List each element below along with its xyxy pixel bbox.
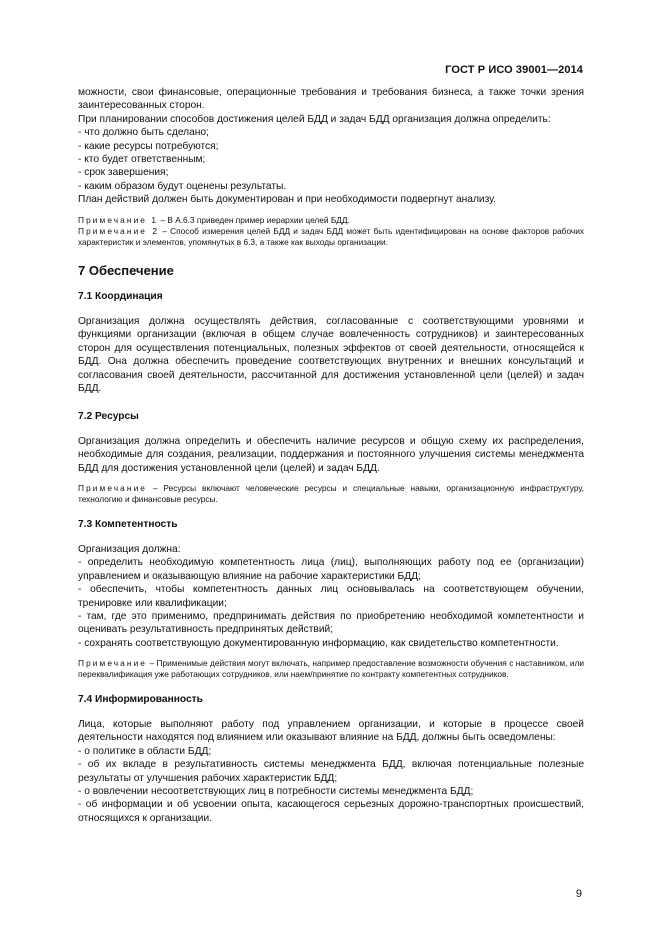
awareness-list-item: - о политике в области БДД; [78,745,212,757]
page-body [78,86,584,825]
note-label: Примечание [78,658,148,669]
competence-list-item: - определить необходимую компетентность лица (лиц), выполняющих работу под ее (организации) управлением и оказывающую влияние на рабочие характеристики БДД; [78,557,584,582]
planning-list-item: - что должно быть сделано; [78,127,209,139]
section-7-2-note [78,483,584,505]
section-7-1-paragraph: Организация должна осуществлять действия, согласованные с соответствующими уровнями и функциями организации (включая в общем случае вовлеченность сотрудников) и заинтересованных сторон для осуществления потенциальных, полезных эффектов от своей деятельности, относящейся к БДД. Она должна обеспечить проведение соответствующих внутренних и внешних консультаций и согласования своей деятельности, рассчитанной для достижения установленной цели (целей) и задач БДД. [78,316,584,395]
section-7-heading: 7 Обеспечение [78,263,174,279]
action-plan-paragraph: План действий должен быть документирован и при необходимости подвергнут анализу. [78,194,497,206]
planning-list-item: - каким образом будут оценены результаты. [78,180,287,192]
competence-list-item: - там, где это применимо, предпринимать действия по приобретению необходимой компетентности и оценивать результативность предпринятых действий; [78,610,584,636]
section-7-3-lead: Организация должна: [78,543,181,555]
planning-list-item: - срок завершения; [78,167,169,179]
note-text: – В А.6.3 приведен пример иерархии целей БДД. [158,214,350,225]
competence-list-item: - сохранять соответствующую документированную информацию, как свидетельство компетентности. [78,637,559,649]
document-code-header: ГОСТ Р ИСО 39001—2014 [445,64,583,76]
note-2 [78,226,584,248]
awareness-list-item: - о вовлечении несоответствующих лиц в потребности системы менеджмента БДД; [78,786,474,798]
section-7-1-heading: 7.1 Координация [78,290,163,302]
competence-list-item: - обеспечить, чтобы компетентность данных лиц основывалась на соответствующем обучении, тренировке или квалификации; [78,584,584,609]
section-7-4-lead: Лица, которые выполняют работу под управлением организации, и которые в процессе своей деятельности находятся под влиянием или оказывают влияние на БДД, должны быть осведомлены: [78,719,584,744]
intro-continuation-paragraph: можности, свои финансовые, операционные требования и требования бизнеса, а также точки зрения заинтересованных сторон. [78,87,584,112]
note-text: – Применимые действия могут включать, например предоставление возможности обучения с наставником, или переквалификация уже работающих сотрудников, или наем/принятие по контракту компетентных сотрудников. [78,658,584,680]
intro-planning-paragraph [78,113,584,126]
section-7-4-heading: 7.4 Информированность [78,693,203,705]
planning-list-item: - какие ресурсы потребуются; [78,140,219,152]
note-text: – Ресурсы включают человеческие ресурсы и специальные навыки, организационную инфраструктуру, технологию и финансовые ресурсы. [78,483,584,505]
awareness-list [78,745,584,825]
awareness-list-item: - об информации и об усвоении опыта, касающегося серьезных дорожно-транспортных происшествий, относящихся к организации. [78,799,584,824]
note-1 [78,215,584,226]
note-label: Примечание 1 [78,214,159,225]
intro-planning-text: При планировании способов достижения целей БДД и задач БДД организация должна определить: [78,113,551,125]
section-7-3-note [78,658,584,680]
note-label: Примечание [78,483,148,494]
section-7-3-heading: 7.3 Компетентность [78,518,178,530]
page-number: 9 [575,888,582,900]
planning-list [78,126,584,193]
planning-list-item: - кто будет ответственным; [78,154,206,166]
awareness-list-item: - об их вкладе в результативность системы менеджмента БДД, включая потенциальные полезные результаты от улучшения рабочих характеристик БДД; [78,759,584,784]
section-7-2-heading: 7.2 Ресурсы [78,410,139,422]
note-label: Примечание 2 [78,225,160,236]
note-text: – Способ измерения целей БДД и задач БДД может быть идентифицирован на основе факторов рабочих характеристик и элементов, упомянутых в 6.3, а также как выходы организации. [78,225,584,248]
section-7-2-paragraph: Организация должна определить и обеспечить наличие ресурсов и общую схему их распределения, необходимые для создания, реализации, поддержания и постоянного улучшения системы менеджмента БДД для достижения установленной цели (целей) и задач БДД. [78,435,584,474]
competence-list [78,556,584,650]
